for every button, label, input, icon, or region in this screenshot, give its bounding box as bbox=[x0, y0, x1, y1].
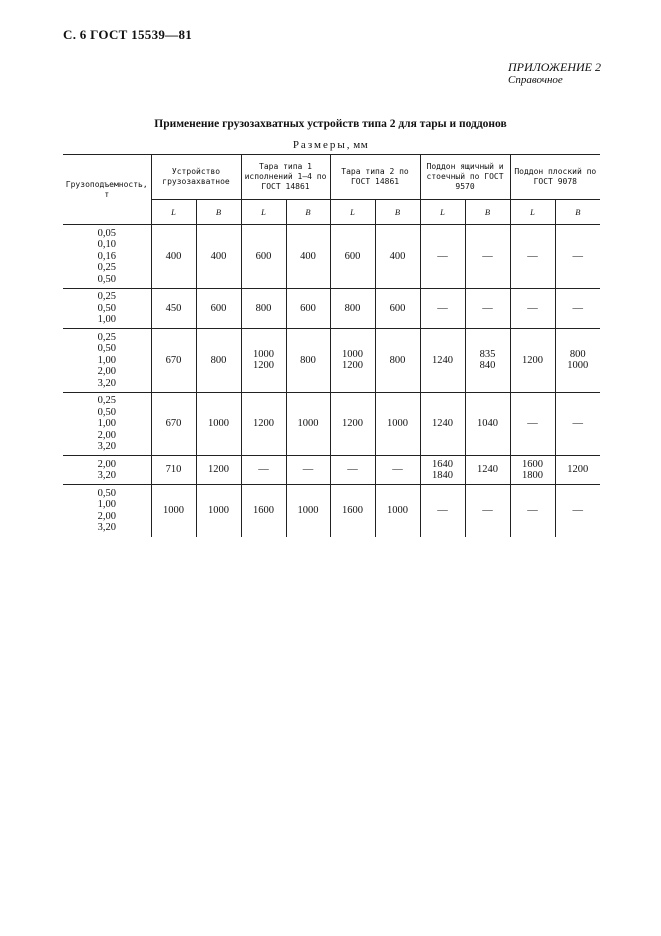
load-capacity-cell bbox=[63, 288, 151, 329]
dimension-value: 1000 bbox=[387, 505, 409, 516]
dimension-value: 1200 bbox=[522, 354, 544, 366]
dimension-value: 1000 bbox=[567, 360, 589, 372]
dimension-cell bbox=[465, 225, 510, 289]
dimension-value: 400 bbox=[165, 250, 182, 262]
load-value: 0,25 bbox=[97, 262, 116, 273]
load-capacity-cell bbox=[63, 225, 151, 289]
dimension-cell bbox=[465, 485, 510, 537]
dimension-cell bbox=[375, 225, 420, 289]
group-header: Тара типа 2 по ГОСТ 14861 bbox=[330, 155, 420, 200]
dimension-cell bbox=[330, 288, 375, 329]
dimension-value: — bbox=[302, 464, 314, 476]
dimension-header-l: L bbox=[330, 200, 375, 225]
dimension-value: 800 bbox=[210, 354, 227, 366]
dimension-cell bbox=[241, 329, 286, 393]
dimension-cell bbox=[151, 392, 196, 456]
load-value: 0,16 bbox=[97, 250, 116, 262]
dimension-cell bbox=[420, 288, 465, 329]
dimension-value: — bbox=[482, 302, 493, 314]
load-value: 3,20 bbox=[97, 470, 116, 481]
dimension-value: — bbox=[482, 250, 493, 262]
dimension-cell bbox=[555, 225, 600, 289]
dimension-cell bbox=[286, 225, 330, 289]
table-row bbox=[63, 288, 600, 329]
dimension-value: 1200 bbox=[342, 360, 364, 372]
dimension-value: 1000 bbox=[297, 418, 319, 429]
dimension-value: — bbox=[437, 505, 448, 516]
load-value: 0,25 bbox=[97, 331, 116, 343]
group-header: Поддон ящичный и стоечный по ГОСТ 9570 bbox=[420, 155, 510, 200]
dimension-cell bbox=[375, 392, 420, 456]
dimension-cell bbox=[420, 456, 465, 485]
dimension-cell bbox=[420, 485, 465, 537]
dimension-value: 1240 bbox=[432, 418, 454, 429]
dimension-cell bbox=[151, 225, 196, 289]
dimension-value: — bbox=[527, 418, 538, 429]
dimension-cell bbox=[330, 456, 375, 485]
dimension-header-l: L bbox=[510, 200, 555, 225]
dimension-cell bbox=[196, 456, 241, 485]
dimension-cell bbox=[330, 392, 375, 456]
dimension-value: 1000 bbox=[297, 505, 319, 516]
dimension-value: 1000 bbox=[163, 505, 184, 516]
load-value: 1,00 bbox=[97, 354, 116, 366]
dimension-value: 1600 bbox=[253, 505, 275, 516]
dimension-value: — bbox=[437, 250, 448, 262]
dimension-cell bbox=[330, 225, 375, 289]
dimension-cell bbox=[151, 329, 196, 393]
dimension-cell bbox=[555, 329, 600, 393]
load-value: 0,50 bbox=[97, 487, 116, 499]
dimension-value: 400 bbox=[300, 250, 316, 262]
dimension-value: 1840 bbox=[432, 470, 454, 481]
table-row bbox=[63, 329, 600, 393]
dimension-cell bbox=[286, 288, 330, 329]
dimension-header-b: B bbox=[196, 200, 241, 225]
load-capacity-header: Грузоподъемность, т bbox=[63, 155, 151, 225]
dimension-cell bbox=[465, 329, 510, 393]
dimension-cell bbox=[465, 456, 510, 485]
dimension-cell bbox=[375, 329, 420, 393]
dimension-cell bbox=[196, 288, 241, 329]
table-title: Применение грузозахватных устройств типа 2 для тары и поддонов bbox=[154, 118, 507, 130]
dimension-value: 800 bbox=[300, 354, 316, 366]
dimension-value: 1000 bbox=[387, 418, 409, 429]
dimension-cell bbox=[510, 392, 555, 456]
group-header: Тара типа 1 исполнений 1—4 по ГОСТ 14861 bbox=[241, 155, 330, 200]
dimension-value: — bbox=[258, 464, 269, 476]
dimension-value: — bbox=[437, 302, 448, 314]
dimension-cell bbox=[510, 485, 555, 537]
load-capacity-cell bbox=[63, 485, 151, 537]
appendix-label bbox=[508, 61, 601, 87]
dimension-value: 400 bbox=[210, 250, 227, 262]
table-row bbox=[63, 225, 600, 289]
load-value: 2,00 bbox=[97, 429, 116, 441]
dimension-cell bbox=[196, 329, 241, 393]
dimension-value: — bbox=[572, 418, 584, 429]
dimension-value: 1000 bbox=[342, 348, 364, 360]
dimension-value: 1040 bbox=[477, 418, 499, 429]
dimension-cell bbox=[465, 288, 510, 329]
dimension-value: 1240 bbox=[432, 354, 454, 366]
dimension-value: 600 bbox=[210, 302, 227, 314]
dimension-cell bbox=[196, 225, 241, 289]
appendix-title: ПРИЛОЖЕНИЕ 2 bbox=[508, 60, 601, 74]
table-row bbox=[63, 456, 600, 485]
dimension-value: 600 bbox=[344, 250, 361, 262]
dimension-value: 1200 bbox=[567, 464, 589, 476]
dimension-value: 800 bbox=[569, 348, 586, 360]
dimension-cell bbox=[286, 485, 330, 537]
table-row bbox=[63, 485, 600, 537]
load-value: 0,50 bbox=[97, 302, 116, 314]
units-label: Размеры bbox=[292, 139, 347, 151]
group-header: Устройство грузозахватное bbox=[151, 155, 241, 200]
dimension-value: — bbox=[572, 505, 584, 516]
dimension-cell bbox=[375, 456, 420, 485]
dimension-header-l: L bbox=[151, 200, 196, 225]
dimension-value: 600 bbox=[255, 250, 272, 262]
group-header: Поддон плоский по ГОСТ 9078 bbox=[510, 155, 600, 200]
dimension-value: 1200 bbox=[253, 418, 275, 429]
dimension-value: 670 bbox=[165, 354, 182, 366]
dimension-value: 600 bbox=[300, 302, 316, 314]
dimension-value: — bbox=[482, 505, 493, 516]
dimension-cell bbox=[151, 288, 196, 329]
units-caption bbox=[0, 139, 661, 151]
load-value: 0,50 bbox=[97, 273, 116, 285]
dimension-cell bbox=[555, 288, 600, 329]
load-capacity-cell bbox=[63, 329, 151, 393]
page-header: С. 6 ГОСТ 15539—81 bbox=[63, 27, 193, 42]
dimension-header-b: B bbox=[555, 200, 600, 225]
load-capacity-cell bbox=[63, 456, 151, 485]
dimension-value: 600 bbox=[389, 302, 406, 314]
dimension-value: 1600 bbox=[342, 505, 364, 516]
dimension-header-b: B bbox=[286, 200, 330, 225]
dimension-cell bbox=[555, 456, 600, 485]
dimension-cell bbox=[241, 485, 286, 537]
load-value: 3,20 bbox=[97, 377, 116, 389]
dimensions-table bbox=[63, 154, 600, 537]
dimension-header-l: L bbox=[420, 200, 465, 225]
dimension-value: — bbox=[527, 250, 538, 262]
dimension-value: 800 bbox=[389, 354, 406, 366]
load-value: 2,00 bbox=[97, 510, 116, 522]
dimension-cell bbox=[420, 329, 465, 393]
dimension-cell bbox=[286, 456, 330, 485]
table-body bbox=[63, 225, 600, 537]
dimension-cell bbox=[151, 456, 196, 485]
load-value: 0,25 bbox=[97, 395, 116, 406]
dimension-cell bbox=[241, 456, 286, 485]
units-unit: , мм bbox=[346, 139, 369, 151]
dimension-header-b: B bbox=[465, 200, 510, 225]
load-value: 1,00 bbox=[97, 314, 116, 325]
dimension-cell bbox=[286, 392, 330, 456]
dimension-header-l: L bbox=[241, 200, 286, 225]
dimension-cell bbox=[510, 288, 555, 329]
dimension-value: 1200 bbox=[208, 464, 229, 476]
dimension-cell bbox=[555, 485, 600, 537]
dimension-value: 450 bbox=[165, 302, 182, 314]
dimension-cell bbox=[286, 329, 330, 393]
dimension-cell bbox=[241, 225, 286, 289]
dimension-header-b: B bbox=[375, 200, 420, 225]
dimension-value: 800 bbox=[344, 302, 361, 314]
dimension-cell bbox=[241, 288, 286, 329]
dimension-value: 1200 bbox=[253, 360, 275, 372]
dimension-value: — bbox=[347, 464, 358, 476]
dimension-cell bbox=[241, 392, 286, 456]
table-row bbox=[63, 392, 600, 456]
load-value: 0,05 bbox=[97, 227, 116, 239]
dimension-value: 835 bbox=[479, 348, 496, 360]
dimension-cell bbox=[510, 456, 555, 485]
dimension-cell bbox=[151, 485, 196, 537]
dimension-cell bbox=[555, 392, 600, 456]
dimension-value: — bbox=[572, 250, 584, 262]
dimension-cell bbox=[420, 392, 465, 456]
dimension-value: 1000 bbox=[208, 418, 229, 429]
load-value: 2,00 bbox=[97, 458, 116, 470]
dimension-cell bbox=[330, 329, 375, 393]
dimension-value: — bbox=[572, 302, 584, 314]
dimension-value: 1000 bbox=[208, 505, 229, 516]
load-value: 3,20 bbox=[97, 441, 116, 452]
dimension-cell bbox=[196, 392, 241, 456]
load-value: 1,00 bbox=[97, 499, 116, 511]
load-value: 0,10 bbox=[97, 239, 116, 250]
dimension-value: 710 bbox=[165, 464, 182, 476]
dimension-cell bbox=[196, 485, 241, 537]
dimension-cell bbox=[330, 485, 375, 537]
dimension-value: — bbox=[527, 302, 538, 314]
dimension-value: 840 bbox=[479, 360, 496, 372]
load-value: 1,00 bbox=[97, 418, 116, 429]
dimension-cell bbox=[375, 288, 420, 329]
dimension-cell bbox=[420, 225, 465, 289]
dimension-cell bbox=[510, 329, 555, 393]
dimension-value: 1000 bbox=[253, 348, 275, 360]
dimension-value: 1200 bbox=[342, 418, 364, 429]
load-value: 2,00 bbox=[97, 366, 116, 377]
dimension-cell bbox=[510, 225, 555, 289]
load-value: 0,50 bbox=[97, 406, 116, 418]
dimension-value: — bbox=[527, 505, 538, 516]
appendix-subtitle: Справочное bbox=[508, 74, 563, 86]
dimension-cell bbox=[465, 392, 510, 456]
load-value: 0,50 bbox=[97, 343, 116, 354]
dimension-value: 670 bbox=[165, 418, 182, 429]
dimension-cell bbox=[375, 485, 420, 537]
load-value: 3,20 bbox=[97, 522, 116, 534]
dimension-value: 1600 bbox=[522, 458, 544, 470]
dimension-value: 1800 bbox=[522, 470, 544, 481]
dimension-value: 800 bbox=[255, 302, 272, 314]
load-capacity-cell bbox=[63, 392, 151, 456]
dimension-value: — bbox=[392, 464, 403, 476]
dimension-value: 1240 bbox=[477, 464, 499, 476]
dimension-value: 1640 bbox=[432, 458, 454, 470]
load-value: 0,25 bbox=[97, 291, 116, 302]
dimension-value: 400 bbox=[389, 250, 406, 262]
